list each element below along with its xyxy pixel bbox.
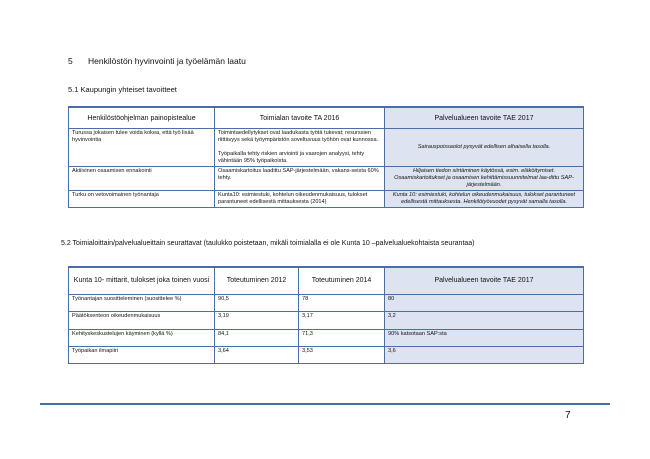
value-2012-cell: 3,19 [215,312,299,330]
page-number: 7 [565,410,571,421]
target-cell: 80 [385,295,584,312]
sector-goal-text: Työpaikalla tehty riskien arviointi ja vaarojen analyysi, tehty vähintään 95% työpaikoista. [218,151,365,164]
table-row [69,295,584,312]
section-title: Henkilöstön hyvinvointi ja työelämän laatu [88,56,246,66]
focus-area-cell: Turussa jokaisen tulee voida kokea, että työ lisää hyvinvointia [69,129,215,167]
header-2014: Toteutuminen 2014 [299,267,385,295]
table-row [69,167,584,191]
table-row [69,191,584,208]
service-goal-cell: Kunta 10: esimiestuki, kohtelun oikeudenmukaisuus, tulokset parantuneet edellisestä mittauksesta. Henkilötyövuodet pysyvät samalla tasolla. [385,191,584,208]
value-2012-cell: 3,64 [215,347,299,364]
focus-area-cell: Turku on vetovoimainen työnantaja [69,191,215,208]
sector-goal-cell: Osaamiskartoitus laadittu SAP-järjestelmään, vakans-seista 60% tehty. [215,167,385,191]
kunta10-table [68,266,584,364]
section-number: 5 [68,56,73,66]
metric-cell: Työpaikan ilmapiiri [69,347,215,364]
service-goal-cell: Sairauspoissaolot pysyvät edellisen alhaisella tasolla. [385,129,584,167]
target-cell: 3,6 [385,347,584,364]
focus-area-cell: Aktiivinen osaamisen ennakointi [69,167,215,191]
footer-divider [40,403,610,405]
value-2014-cell: 78 [299,295,385,312]
target-cell: 90% katsotaan SAP:sta [385,330,584,347]
header-target-2017: Palvelualueen tavoite TAE 2017 [385,267,584,295]
subsection-title-2: 5.2 Toimialoittain/palvelualueittain seurattavat (taulukko poistetaan, mikäli toimialalla ei ole Kunta 10 –palvelualuekohtaista seurantaa) [61,240,475,247]
sector-goal-cell: Kunta10: esimiestuki, kohtelun oikeudenmukaisuus, tulokset parantuneet edellisestä mittauksesta (2014) [215,191,385,208]
section-heading [68,56,246,66]
value-2014-cell: 71,3 [299,330,385,347]
value-2012-cell: 90,5 [215,295,299,312]
table-row [69,347,584,364]
value-2012-cell: 84,1 [215,330,299,347]
goals-table-header [69,107,584,129]
service-goal-cell: Hiljaisen tiedon siirtäminen käytössä, esim. eläköitymiset. Osaamiskartoitukset ja osaamisen kehittämissuunnitelmat laa-dittu SAP-järjestelmään. [385,167,584,191]
value-2014-cell: 3,53 [299,347,385,364]
header-metric: Kunta 10- mittarit, tulokset joka toinen vuosi [69,267,215,295]
header-focus-area: Henkilöstöohjelman painopistealue [69,107,215,129]
metric-cell: Päätöksenteon oikeudenmukaisuus [69,312,215,330]
value-2014-cell: 3,17 [299,312,385,330]
sector-goal-text: Toimintaedellytykset ovat laadukasta työtä tukevat; resurssien riittävyys sekä työympäristön soveltuvuus työhön ovat kunnossa. [218,130,379,143]
subsection-title-1: 5.1 Kaupungin yhteiset tavoitteet [68,85,177,94]
kunta10-table-header [69,267,584,295]
metric-cell: Kehityskeskustelujen käyminen (kyllä %) [69,330,215,347]
sector-goal-cell [215,129,385,167]
table-row [69,129,584,167]
header-2012: Toteutuminen 2012 [215,267,299,295]
table-row [69,330,584,347]
target-cell: 3,2 [385,312,584,330]
header-service-goal: Palvelualueen tavoite TAE 2017 [385,107,584,129]
header-sector-goal: Toimialan tavoite TA 2016 [215,107,385,129]
table-row [69,312,584,330]
goals-table [68,106,584,208]
metric-cell: Työnantajan suositteleminen (suosittelee %) [69,295,215,312]
